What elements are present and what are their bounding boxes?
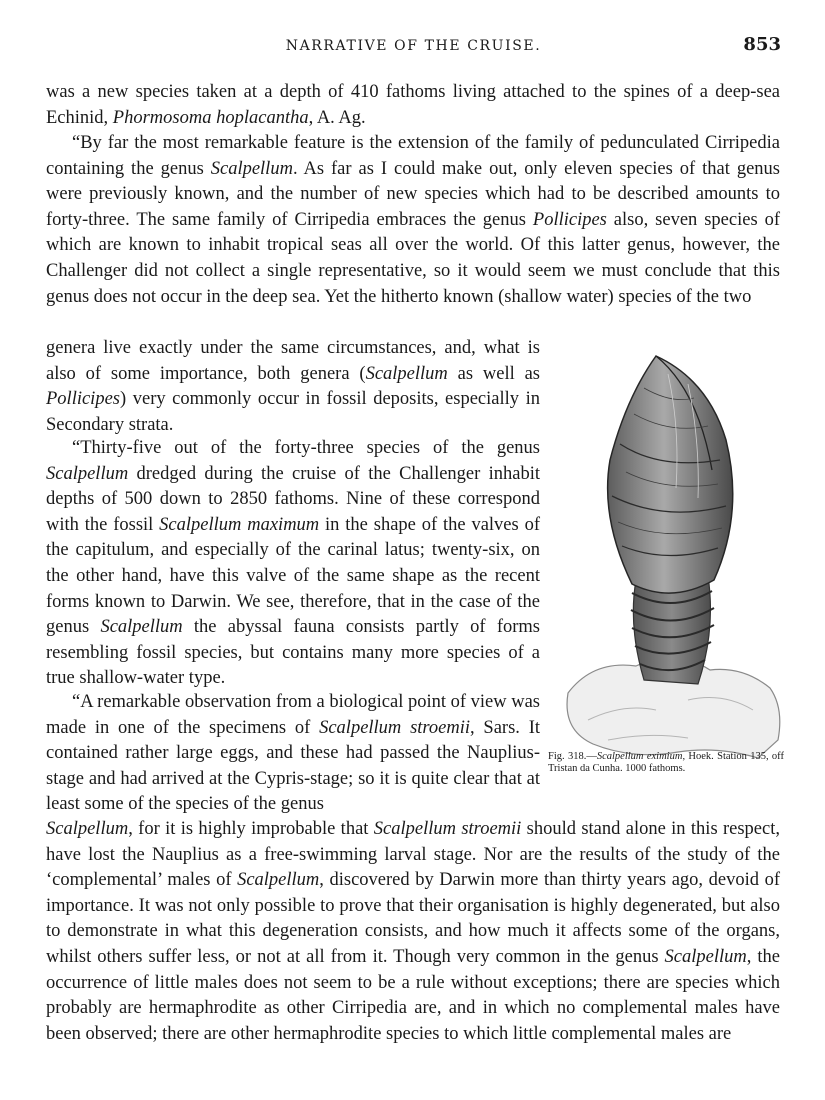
paragraph-4-continued: Scalpellum, for it is highly improbable that Scalpellum stroemii should stand alone in this respect, have lost the Nauplius as a free-swimming larval stage. Nor are the results of the study of the ‘complemental’ males of Scalpellum, discovered by Darwin more than thirty years ago, devoid of importance. It was not only possible to prove that their organisation is highly degenerated, but also to demonstrate in what this degeneration consists, and how much it affects some of the organs, whilst others suffer less, or not at all from it. Though very common in the genus Scalpellum, the occurrence of little males does not seem to be a rule without exceptions; there are species which probably are hermaphrodite as other Cirripedia are, and in which no complemental males have been observed; there are other hermaphrodite species to which little complemental males are (46, 819, 780, 1044)
paragraph-4-narrow: “A remarkable observation from a biological point of view was made in one of the specimens of Scalpellum stroemii, Sars. It contained rather large eggs, and these had passed the Nauplius-stage and had arrived at the Cypris-stage; so it is quite clear that at least some of the species of the genus (46, 692, 541, 815)
barnacle-illustration (548, 348, 788, 768)
page-number: 853 (743, 34, 781, 55)
figure-caption: Fig. 318.—Scalpellum eximium, Hoek. Station 135, off Tristan da Cunha. 1000 fathoms. (548, 751, 784, 774)
page-header (46, 34, 781, 58)
scalpellum-drawing (548, 348, 788, 768)
paragraph-3: “Thirty-five out of the forty-three species of the genus Scalpellum dredged during the cruise of the Challenger inhabit depths of 500 down to 2850 fathoms. Nine of these correspond with the fossil Scalpellum maximum in the shape of the valves of the capitulum, and especially of the carinal latus; twenty-six, on the other hand, have this valve of the same shape as the recent forms known to Darwin. We see, therefore, that in the case of the genus Scalpellum the abyssal fauna consists partly of forms resembling fossil species, but contains many more species of a true shallow-water type. (46, 438, 540, 689)
paragraph-1: was a new species taken at a depth of 410 fathoms living attached to the spines of a deep-sea Echinid, Phormosoma hoplacantha, A. Ag. (46, 82, 780, 128)
running-head: NARRATIVE OF THE CRUISE. (285, 38, 542, 54)
paragraph-2-full: “By far the most remarkable feature is the extension of the family of pedunculated Cirripedia containing the genus Scalpellum. As far as I could make out, only eleven species of that genus were previously known, and the number of new species which had to be described amounts to forty-three. The same family of Cirripedia embraces the genus Pollicipes also, seven species of which are known to inhabit tropical seas all over the world. Of this latter genus, however, the Challenger did not collect a single representative, so it would seem we must conclude that this genus does not occur in the deep sea. Yet the hitherto known (shallow water) species of the two (46, 133, 780, 307)
paragraph-2-continued: genera live exactly under the same circumstances, and, what is also of some importance, both genera (Scalpellum as well as Pollicipes) very commonly occur in fossil deposits, especially in Secondary strata. (46, 338, 540, 435)
